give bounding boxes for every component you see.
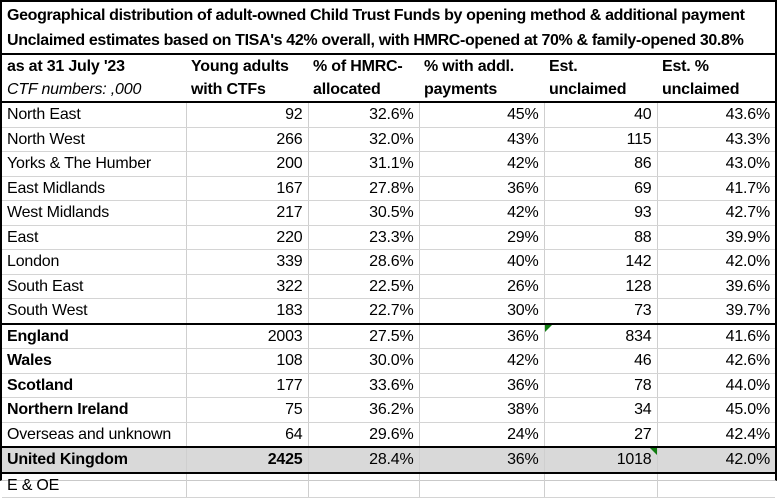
value-cell[interactable]: 200 [186, 152, 308, 177]
value-cell[interactable]: 38% [419, 398, 544, 423]
table-row [2, 373, 775, 398]
value-cell[interactable]: 1018 [544, 447, 657, 473]
region-name-cell[interactable]: Northern Ireland [2, 398, 186, 423]
value-cell[interactable] [419, 473, 544, 498]
value-cell[interactable]: 22.7% [308, 299, 419, 324]
region-name-cell[interactable]: E & OE [2, 473, 186, 498]
table-row [2, 349, 775, 374]
value-cell[interactable]: 322 [186, 274, 308, 299]
value-cell[interactable]: 73 [544, 299, 657, 324]
table-row [2, 201, 775, 226]
header-est-pct-unclaimed-2[interactable]: unclaimed [657, 78, 775, 102]
value-cell[interactable]: 41.7% [657, 176, 775, 201]
value-cell[interactable]: 142 [544, 250, 657, 275]
table-row [2, 447, 775, 473]
value-cell[interactable]: 220 [186, 225, 308, 250]
region-name-cell[interactable]: Scotland [2, 373, 186, 398]
value-cell[interactable]: 24% [419, 422, 544, 447]
title-block [2, 2, 775, 55]
region-name-cell[interactable]: Wales [2, 349, 186, 374]
table-row [2, 324, 775, 349]
value-cell[interactable]: 28.4% [308, 447, 419, 473]
value-cell[interactable]: 30% [419, 299, 544, 324]
region-name-cell[interactable]: East Midlands [2, 176, 186, 201]
value-cell[interactable]: 42.4% [657, 422, 775, 447]
value-cell[interactable]: 29.6% [308, 422, 419, 447]
value-cell[interactable]: 93 [544, 201, 657, 226]
value-cell[interactable] [544, 473, 657, 498]
region-name-cell[interactable]: West Midlands [2, 201, 186, 226]
value-cell[interactable]: 339 [186, 250, 308, 275]
region-name-cell[interactable]: England [2, 324, 186, 349]
header-addl-payments-2[interactable]: payments [419, 78, 544, 102]
table-body [2, 102, 775, 498]
value-cell[interactable]: 2003 [186, 324, 308, 349]
value-cell[interactable]: 834 [544, 324, 657, 349]
value-cell[interactable]: 42.0% [657, 447, 775, 473]
header-young-adults[interactable]: Young adults [191, 57, 289, 75]
ctf-table [2, 55, 775, 498]
region-name-cell[interactable]: United Kingdom [2, 447, 186, 473]
value-cell[interactable]: 40% [419, 250, 544, 275]
header-hmrc-allocated-2[interactable]: allocated [308, 78, 419, 102]
error-flag-icon [545, 325, 552, 332]
value-cell[interactable]: 43% [419, 127, 544, 152]
table-row [2, 250, 775, 275]
value-cell[interactable]: 29% [419, 225, 544, 250]
value-cell[interactable]: 266 [186, 127, 308, 152]
header-addl-payments[interactable]: % with addl. [424, 57, 515, 75]
value-cell[interactable]: 30.5% [308, 201, 419, 226]
header-young-adults-2[interactable]: with CTFs [186, 78, 308, 102]
value-cell[interactable]: 36% [419, 447, 544, 473]
value-cell[interactable]: 36% [419, 373, 544, 398]
value-cell[interactable]: 32.6% [308, 102, 419, 127]
sheet-title: Geographical distribution of adult-owned Child Trust Funds by opening method & additional payment [7, 7, 745, 24]
error-flag-icon [650, 448, 657, 455]
value-cell[interactable]: 39.9% [657, 225, 775, 250]
region-name-cell[interactable]: Overseas and unknown [2, 422, 186, 447]
value-cell[interactable]: 128 [544, 274, 657, 299]
value-cell[interactable]: 217 [186, 201, 308, 226]
value-cell[interactable]: 27.8% [308, 176, 419, 201]
value-cell[interactable]: 69 [544, 176, 657, 201]
value-cell[interactable]: 27 [544, 422, 657, 447]
value-cell[interactable]: 31.1% [308, 152, 419, 177]
value-cell[interactable]: 2425 [186, 447, 308, 473]
value-cell[interactable]: 34 [544, 398, 657, 423]
region-name-cell[interactable]: North West [2, 127, 186, 152]
table-row [2, 102, 775, 127]
region-name-cell[interactable]: North East [2, 102, 186, 127]
table-row [2, 225, 775, 250]
value-cell[interactable]: 108 [186, 349, 308, 374]
value-cell[interactable]: 42.7% [657, 201, 775, 226]
value-cell[interactable]: 75 [186, 398, 308, 423]
value-cell[interactable]: 33.6% [308, 373, 419, 398]
value-cell[interactable]: 39.7% [657, 299, 775, 324]
value-cell[interactable]: 42.6% [657, 349, 775, 374]
region-name-cell[interactable]: Yorks & The Humber [2, 152, 186, 177]
value-cell[interactable]: 42% [419, 152, 544, 177]
region-name-cell[interactable]: South West [2, 299, 186, 324]
value-cell[interactable]: 32.0% [308, 127, 419, 152]
table-row [2, 422, 775, 447]
value-cell[interactable]: 41.6% [657, 324, 775, 349]
value-cell[interactable]: 36% [419, 324, 544, 349]
table-row [2, 127, 775, 152]
value-cell[interactable]: 28.6% [308, 250, 419, 275]
value-cell[interactable]: 78 [544, 373, 657, 398]
header-est-pct-unclaimed[interactable]: Est. % [662, 57, 709, 75]
value-cell[interactable]: 88 [544, 225, 657, 250]
value-cell[interactable]: 42% [419, 201, 544, 226]
value-cell[interactable]: 46 [544, 349, 657, 374]
value-cell[interactable]: 183 [186, 299, 308, 324]
value-cell[interactable]: 92 [186, 102, 308, 127]
value-cell[interactable]: 42% [419, 349, 544, 374]
table-row [2, 299, 775, 324]
value-cell[interactable]: 27.5% [308, 324, 419, 349]
header-est-unclaimed[interactable]: Est. [549, 57, 578, 75]
value-cell[interactable]: 45% [419, 102, 544, 127]
value-cell[interactable]: 36% [419, 176, 544, 201]
value-cell[interactable] [186, 473, 308, 498]
table-header [2, 55, 775, 102]
table-row [2, 152, 775, 177]
value-cell[interactable]: 30.0% [308, 349, 419, 374]
value-cell[interactable]: 86 [544, 152, 657, 177]
value-cell[interactable]: 167 [186, 176, 308, 201]
header-est-unclaimed-2[interactable]: unclaimed [544, 78, 657, 102]
value-cell[interactable]: 44.0% [657, 373, 775, 398]
value-cell[interactable]: 43.3% [657, 127, 775, 152]
region-name-cell[interactable]: South East [2, 274, 186, 299]
sheet-subtitle: Unclaimed estimates based on TISA's 42% overall, with HMRC-opened at 70% & family-opened 30.8% [7, 32, 744, 49]
region-name-cell[interactable]: London [2, 250, 186, 275]
value-cell[interactable]: 45.0% [657, 398, 775, 423]
value-cell[interactable]: 177 [186, 373, 308, 398]
table-row [2, 176, 775, 201]
value-cell[interactable]: 22.5% [308, 274, 419, 299]
value-cell[interactable]: 115 [544, 127, 657, 152]
value-cell[interactable]: 42.0% [657, 250, 775, 275]
value-cell[interactable] [308, 473, 419, 498]
header-hmrc-allocated[interactable]: % of HMRC- [313, 57, 403, 75]
table-row [2, 274, 775, 299]
value-cell[interactable]: 43.0% [657, 152, 775, 177]
value-cell[interactable]: 36.2% [308, 398, 419, 423]
value-cell[interactable]: 43.6% [657, 102, 775, 127]
value-cell[interactable]: 64 [186, 422, 308, 447]
value-cell[interactable]: 39.6% [657, 274, 775, 299]
header-date[interactable]: as at 31 July '23 [7, 57, 125, 75]
value-cell[interactable] [657, 473, 775, 498]
table-row [2, 398, 775, 423]
region-name-cell[interactable]: East [2, 225, 186, 250]
value-cell[interactable]: 40 [544, 102, 657, 127]
value-cell[interactable]: 23.3% [308, 225, 419, 250]
table-row [2, 473, 775, 498]
header-ctf-units[interactable]: CTF numbers: ,000 [2, 78, 186, 102]
value-cell[interactable]: 26% [419, 274, 544, 299]
